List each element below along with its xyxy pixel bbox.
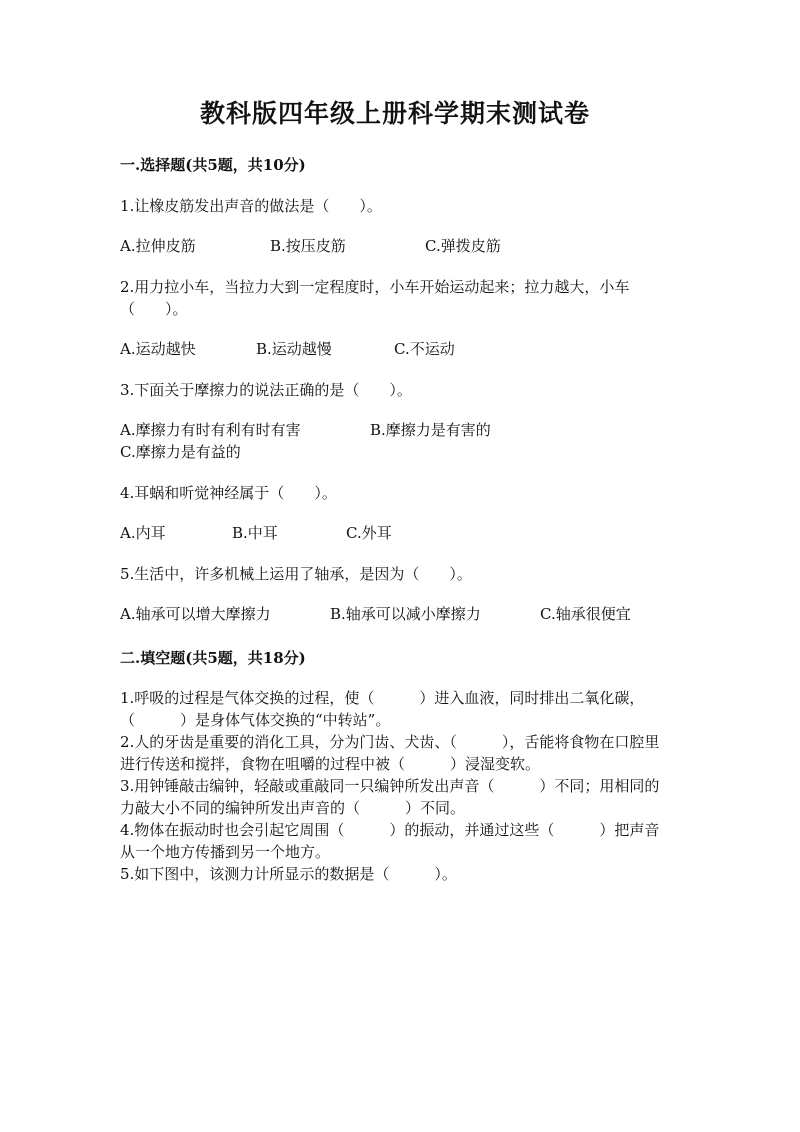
mc-options-4	[120, 522, 670, 544]
fill-question-3: 3.用钟锤敲击编钟，轻敲或重敲同一只编钟所发出声音（ ）不同；用相同的力敲大小不同的编钟所发出声音的（ ）不同。	[120, 777, 660, 817]
fill-question-2: 2.人的牙齿是重要的消化工具，分为门齿、犬齿、（ ），舌能将食物在口腔里进行传送和搅拌，食物在咀嚼的过程中被（ ）浸湿变软。	[120, 733, 660, 773]
section-heading-fill-in-blank: 二.填空题(共5题，共18分)	[120, 649, 306, 667]
mc-question-4: 4.耳蜗和听觉神经属于（ ）。	[120, 484, 337, 502]
mc-option: A.内耳	[120, 524, 166, 542]
mc-option: B.中耳	[232, 524, 278, 542]
mc-options-1	[120, 235, 670, 257]
mc-question-2: 2.用力拉小车，当拉力大到一定程度时，小车开始运动起来；拉力越大，小车（ ）。	[120, 278, 630, 318]
mc-option: B.轴承可以减小摩擦力	[330, 605, 481, 623]
mc-option: A.拉伸皮筋	[120, 237, 196, 255]
section-multiple-choice	[120, 154, 670, 625]
mc-option: A.轴承可以增大摩擦力	[120, 605, 271, 623]
mc-option: C.轴承很便宜	[540, 605, 631, 623]
mc-question-5: 5.生活中，许多机械上运用了轴承，是因为（ ）。	[120, 565, 472, 583]
fill-question-1: 1.呼吸的过程是气体交换的过程，使（ ）进入血液，同时排出二氧化碳，（ ）是身体气体交换的“中转站”。	[120, 689, 645, 729]
mc-option: B.摩擦力是有害的	[370, 421, 491, 439]
mc-options-3	[120, 419, 670, 463]
mc-question-3: 3.下面关于摩擦力的说法正确的是（ ）。	[120, 381, 412, 399]
page-title: 教科版四年级上册科学期末测试卷	[199, 99, 590, 128]
fill-question-4: 4.物体在振动时也会引起它周围（ ）的振动，并通过这些（ ）把声音从一个地方传播到另一个地方。	[120, 821, 660, 861]
fill-question-list	[120, 687, 670, 885]
mc-option: A.运动越快	[120, 340, 196, 358]
mc-option: C.摩擦力是有益的	[120, 443, 241, 461]
mc-option: B.运动越慢	[256, 340, 332, 358]
section-fill-in-blank	[120, 647, 670, 885]
mc-option: C.不运动	[394, 340, 455, 358]
fill-question-5: 5.如下图中，该测力计所显示的数据是（ ）。	[120, 865, 457, 883]
mc-options-2	[120, 338, 670, 360]
mc-option: B.按压皮筋	[270, 237, 346, 255]
mc-option: A.摩擦力有时有利有时有害	[120, 421, 301, 439]
mc-option: C.外耳	[346, 524, 392, 542]
mc-option: C.弹拨皮筋	[425, 237, 501, 255]
section-heading-multiple-choice: 一.选择题(共5题，共10分)	[120, 156, 306, 174]
mc-options-5	[120, 603, 670, 625]
mc-question-1: 1.让橡皮筋发出声音的做法是（ ）。	[120, 197, 382, 215]
